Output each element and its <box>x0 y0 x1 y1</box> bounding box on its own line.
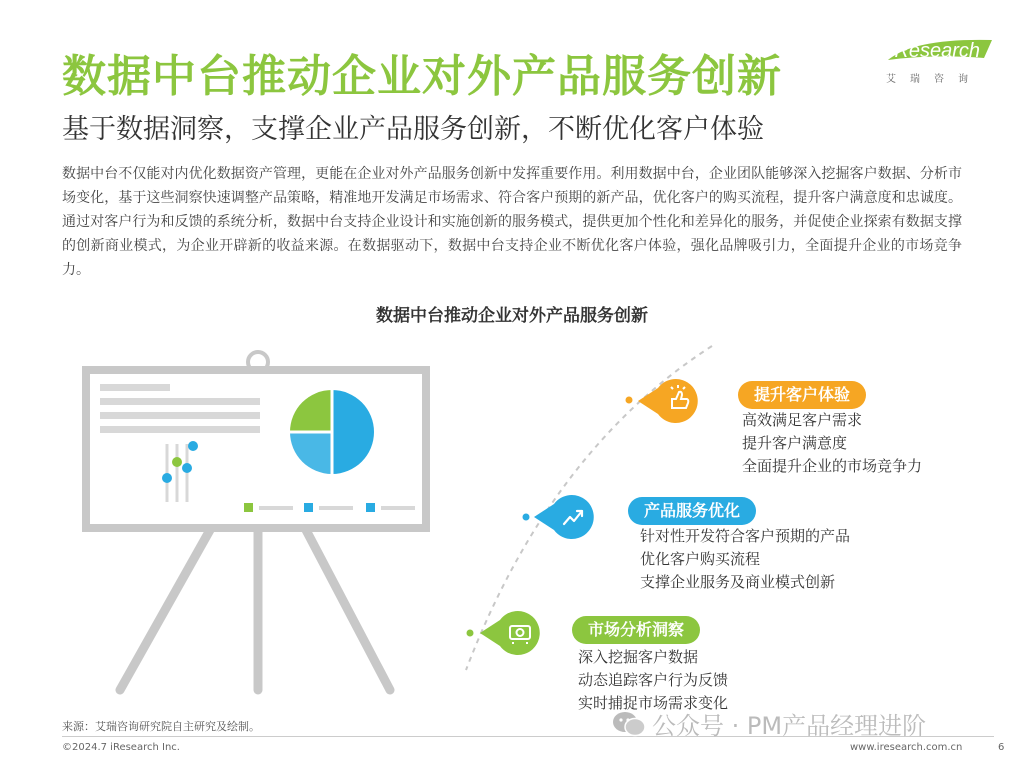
bullet-item: 针对性开发符合客户预期的产品 <box>640 527 851 545</box>
body-paragraph: 数据中台不仅能对内优化数据资产管理，更能在企业对外产品服务创新中发挥重要作用。利用数据中台，企业团队能够深入挖掘客户数据、分析市场变化，基于这些洞察快速调整产品策略，精准地开发满足市场需求、符合客户预期的新产品，优化客户的购买流程，提升客户满意度和忠诚度。通过对客户行为和反馈的系统分析，数据中台支持企业设计和实施创新的服务模式，提供更加个性化和差异化的服务，并促使企业探索有数据支撑的创新商业模式，为企业开辟新的收益来源。在数据驱动下，数据中台支持企业不断优化客户体验，强化品牌吸引力，全面提升企业的市场竞争力。 <box>62 166 962 278</box>
board-text-line <box>100 398 260 405</box>
easel-leg-left <box>120 530 210 690</box>
legend-line <box>381 506 415 510</box>
arc-dot-blue <box>523 514 530 521</box>
bullets-customer-experience <box>742 409 922 478</box>
board-pie-chart <box>290 390 374 474</box>
source-note: 来源：艾瑞咨询研究院自主研究及绘制。 <box>62 720 260 733</box>
legend-swatch-green <box>244 503 253 512</box>
slider-knob <box>162 473 172 483</box>
legend-line <box>319 506 353 510</box>
badge-product-service: 产品服务优化 <box>628 497 756 525</box>
page-number: 6 <box>998 742 1005 753</box>
page-subtitle: 基于数据洞察，支撑企业产品服务创新，不断优化客户体验 <box>62 114 764 145</box>
diagram-title: 数据中台推动企业对外产品服务创新 <box>376 306 648 326</box>
arc-dot-green <box>467 630 474 637</box>
legend-line <box>259 506 293 510</box>
projector-icon <box>480 610 548 656</box>
board-text-line <box>100 426 260 433</box>
bullet-item: 提升客户满意度 <box>742 434 848 452</box>
bullet-item: 实时捕捉市场需求变化 <box>578 694 729 712</box>
bullets-product-service <box>640 525 850 594</box>
bullet-item: 全面提升企业的市场竞争力 <box>742 457 923 475</box>
badge-market-analysis: 市场分析洞察 <box>572 616 700 644</box>
easel-leg-right <box>306 530 390 690</box>
slider-knob <box>172 457 182 467</box>
bullets-market-analysis <box>578 646 728 715</box>
board-text-line <box>100 412 260 419</box>
wechat-icon <box>612 710 646 738</box>
trend-up-icon <box>534 494 602 540</box>
logo-mark <box>884 36 996 66</box>
copyright-text: ©2024.7 iResearch Inc. <box>62 742 180 753</box>
easel-illustration <box>0 340 460 700</box>
bullet-item: 优化客户购买流程 <box>640 550 761 568</box>
website-link[interactable]: www.iresearch.com.cn <box>850 742 963 753</box>
thumbs-up-icon <box>638 378 706 424</box>
bullet-item: 动态追踪客户行为反馈 <box>578 671 729 689</box>
logo-chinese-text: 艾瑞咨询 <box>886 74 982 85</box>
legend-swatch-blue <box>366 503 375 512</box>
bullet-item: 高效满足客户需求 <box>742 411 863 429</box>
watermark <box>612 706 926 741</box>
bullet-item: 深入挖掘客户数据 <box>578 648 699 666</box>
arc-dot-orange <box>626 397 633 404</box>
slider-knob <box>182 463 192 473</box>
slider-knob <box>188 441 198 451</box>
iresearch-logo <box>880 36 1000 88</box>
watermark-text: 公众号 · PM产品经理进阶 <box>652 712 927 740</box>
board-text-line <box>100 384 170 391</box>
logo-brand-text: iResearch <box>890 40 981 62</box>
legend-swatch-blue <box>304 503 313 512</box>
badge-customer-experience: 提升客户体验 <box>738 381 866 409</box>
page-title: 数据中台推动企业对外产品服务创新 <box>62 51 782 102</box>
bullet-item: 支撑企业服务及商业模式创新 <box>640 573 836 591</box>
